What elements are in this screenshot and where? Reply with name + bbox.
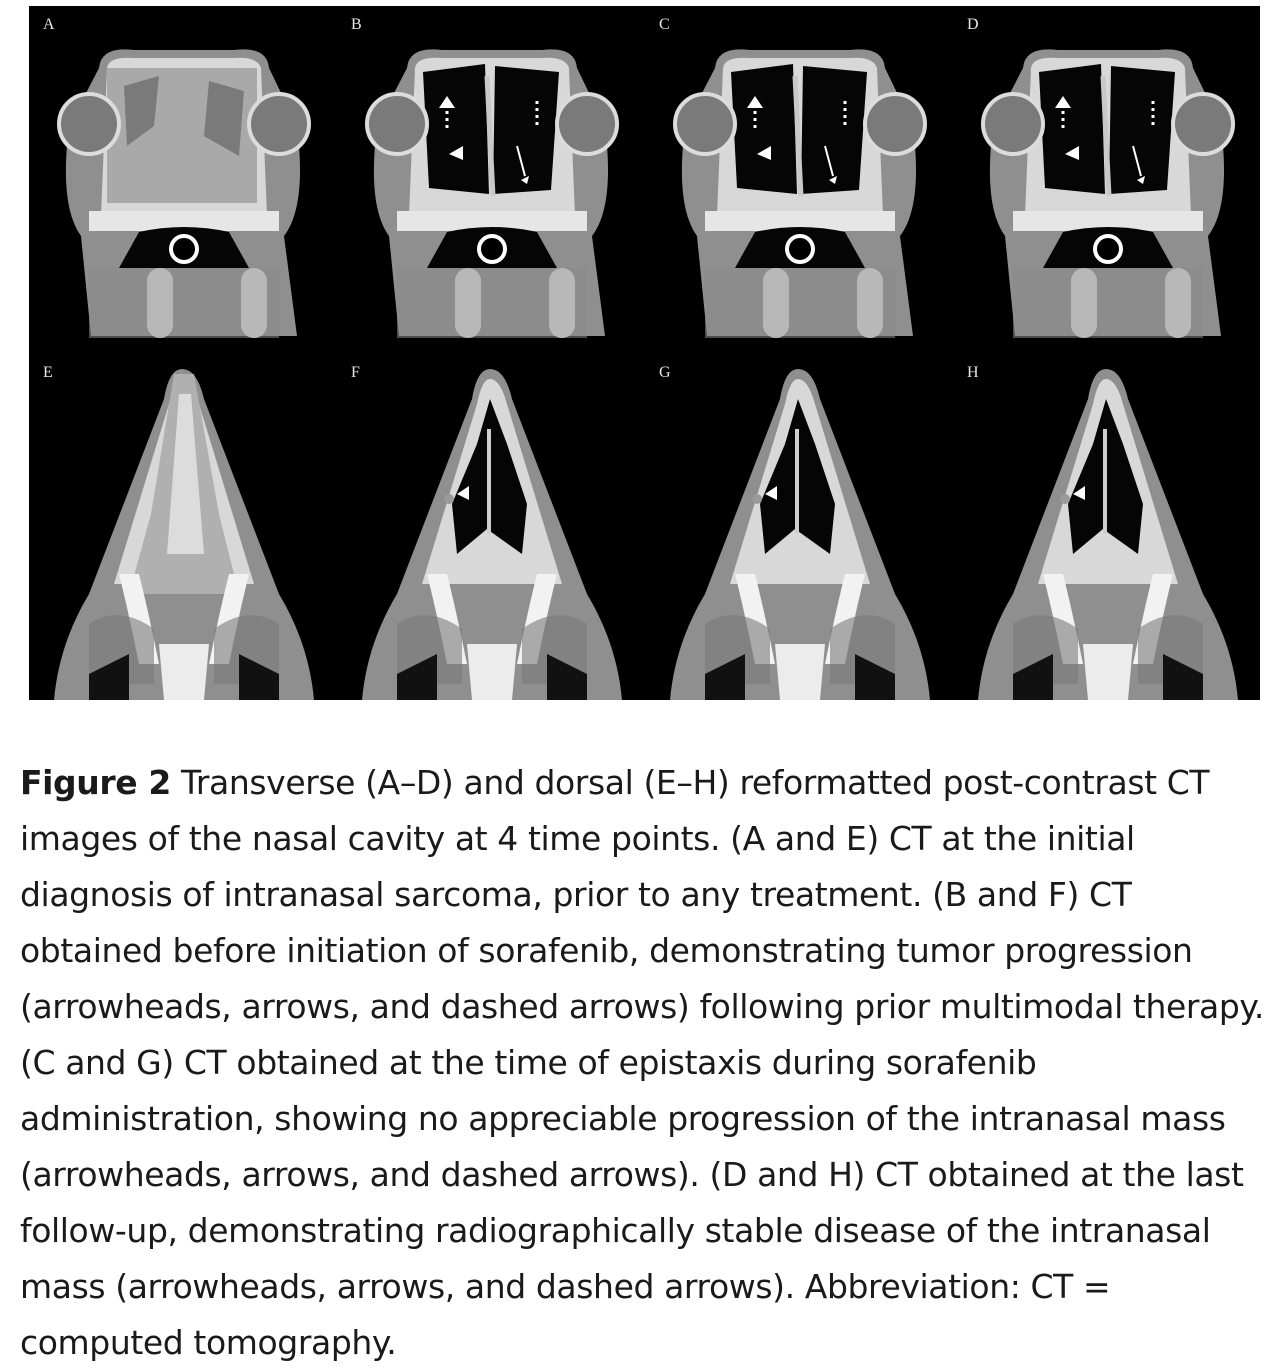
ct-panel-d [953,6,1260,352]
ct-image-h [953,354,1260,700]
figure-caption [20,755,1265,1371]
panel-label-g: G [659,364,671,381]
ct-image-e [29,354,336,700]
panel-label-e: E [43,364,53,381]
caption-label: Figure 2 [20,763,171,802]
panel-label-f: F [351,364,360,381]
ct-image-g [645,354,952,700]
ct-image-c [645,6,952,352]
ct-image-a [29,6,336,352]
ct-panel-g [645,354,952,700]
ct-panel-f [337,354,644,700]
panel-label-c: C [659,16,670,33]
ct-panel-e [29,354,336,700]
ct-panel-b [337,6,644,352]
panel-label-b: B [351,16,362,33]
ct-panel-c [645,6,952,352]
caption-text: Transverse (A–D) and dorsal (E–H) reformatted post-contrast CT images of the nasal cavity at 4 time points. (A and E) CT at the initial diagnosis of intranasal sarcoma, prior to any treatment. (B and F) CT obtained before initiation of sorafenib, demonstrating tumor progression (arrowheads, arrows, and dashed arrows) following prior multimodal therapy. (C and G) CT obtained at the time of epistaxis during sorafenib administration, showing no appreciable progression of the intranasal mass (arrowheads, arrows, and dashed arrows). (D and H) CT obtained at the last follow-up, demonstrating radiographically stable disease of the intranasal mass (arrowheads, arrows, and dashed arrows). Abbreviation: CT = computed tomography. [20,763,1264,1362]
ct-image-d [953,6,1260,352]
ct-panel-h [953,354,1260,700]
ct-panel-a [29,6,336,352]
ct-image-b [337,6,644,352]
panel-label-d: D [967,16,979,33]
panel-label-h: H [967,364,979,381]
panel-label-a: A [43,16,55,33]
ct-image-f [337,354,644,700]
ct-figure [29,6,1260,700]
